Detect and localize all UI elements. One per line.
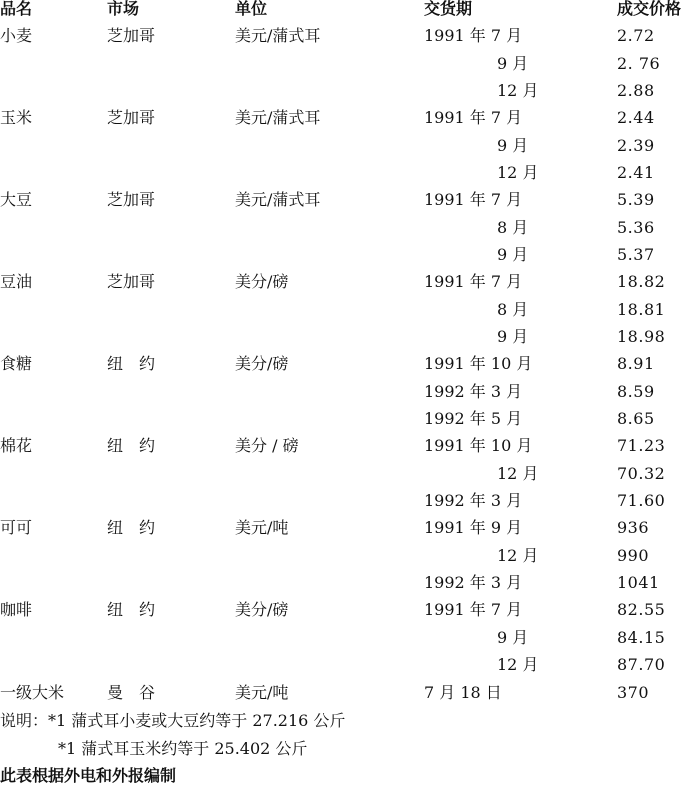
row-name: 玉米 <box>0 108 33 127</box>
row-price: 1041 <box>617 573 660 592</box>
header-price: 成交价格 <box>617 0 682 18</box>
row-unit: 美元/蒲式耳 <box>235 190 321 209</box>
note-line-2: *1 蒲式耳玉米约等于 25.402 公斤 <box>58 739 308 758</box>
row-price: 71.60 <box>617 491 666 510</box>
row-unit: 美元/吨 <box>235 683 289 702</box>
row-date: 7 月 18 日 <box>424 683 502 702</box>
row-name: 棉花 <box>0 436 33 455</box>
row-date: 9 月 <box>497 245 529 264</box>
row-price: 18.98 <box>617 327 666 346</box>
row-date: 1992 年 5 月 <box>424 409 523 428</box>
row-name: 大豆 <box>0 190 33 209</box>
row-date: 12 月 <box>497 163 539 182</box>
row-price: 5.37 <box>617 245 655 264</box>
row-market: 芝加哥 <box>107 26 156 45</box>
row-date: 1991 年 9 月 <box>424 518 523 537</box>
row-unit: 美元/蒲式耳 <box>235 26 321 45</box>
row-price: 71.23 <box>617 436 666 455</box>
row-date: 12 月 <box>497 546 539 565</box>
header-market: 市场 <box>107 0 140 18</box>
row-date: 8 月 <box>497 218 529 237</box>
row-date: 1991 年 7 月 <box>424 190 523 209</box>
row-unit: 美分/磅 <box>235 600 289 619</box>
row-market: 芝加哥 <box>107 190 156 209</box>
row-date: 12 月 <box>497 464 539 483</box>
row-date: 1991 年 10 月 <box>424 354 533 373</box>
header-date: 交货期 <box>424 0 473 18</box>
row-date: 8 月 <box>497 300 529 319</box>
row-price: 2. 76 <box>617 54 661 73</box>
row-unit: 美分/磅 <box>235 272 289 291</box>
row-name: 咖啡 <box>0 600 33 619</box>
row-price: 2.41 <box>617 163 655 182</box>
row-date: 9 月 <box>497 327 529 346</box>
row-date: 1991 年 7 月 <box>424 26 523 45</box>
row-market: 曼 谷 <box>107 683 156 702</box>
note-line-1: 说明：*1 蒲式耳小麦或大豆约等于 27.216 公斤 <box>0 711 346 730</box>
row-date: 9 月 <box>497 628 529 647</box>
row-unit: 美分 / 磅 <box>235 436 299 455</box>
row-date: 1991 年 10 月 <box>424 436 533 455</box>
row-date: 1992 年 3 月 <box>424 573 523 592</box>
row-date: 1991 年 7 月 <box>424 108 523 127</box>
row-market: 纽 约 <box>107 518 156 537</box>
row-price: 70.32 <box>617 464 666 483</box>
row-name: 可可 <box>0 518 33 537</box>
note-line-3: 此表根据外电和外报编制 <box>0 766 177 785</box>
row-date: 9 月 <box>497 136 529 155</box>
row-price: 8.65 <box>617 409 655 428</box>
row-date: 1991 年 7 月 <box>424 600 523 619</box>
row-price: 5.39 <box>617 190 655 209</box>
row-price: 8.59 <box>617 382 655 401</box>
row-date: 12 月 <box>497 655 539 674</box>
row-date: 1992 年 3 月 <box>424 491 523 510</box>
row-name: 豆油 <box>0 272 33 291</box>
row-date: 12 月 <box>497 81 539 100</box>
row-price: 990 <box>617 546 650 565</box>
header-unit: 单位 <box>235 0 268 18</box>
row-price: 2.44 <box>617 108 655 127</box>
row-unit: 美元/吨 <box>235 518 289 537</box>
row-price: 936 <box>617 518 650 537</box>
row-price: 370 <box>617 683 650 702</box>
row-market: 纽 约 <box>107 436 156 455</box>
row-price: 87.70 <box>617 655 666 674</box>
row-price: 84.15 <box>617 628 666 647</box>
row-price: 2.39 <box>617 136 655 155</box>
row-price: 2.88 <box>617 81 655 100</box>
row-price: 82.55 <box>617 600 666 619</box>
row-date: 1991 年 7 月 <box>424 272 523 291</box>
row-unit: 美分/磅 <box>235 354 289 373</box>
row-price: 18.82 <box>617 272 666 291</box>
row-unit: 美元/蒲式耳 <box>235 108 321 127</box>
row-market: 纽 约 <box>107 600 156 619</box>
header-name: 品名 <box>0 0 33 18</box>
row-price: 2.72 <box>617 26 655 45</box>
row-price: 8.91 <box>617 354 655 373</box>
row-date: 9 月 <box>497 54 529 73</box>
row-date: 1992 年 3 月 <box>424 382 523 401</box>
row-market: 芝加哥 <box>107 272 156 291</box>
row-name: 一级大米 <box>0 683 65 702</box>
row-name: 小麦 <box>0 26 33 45</box>
row-market: 纽 约 <box>107 354 156 373</box>
row-market: 芝加哥 <box>107 108 156 127</box>
row-price: 5.36 <box>617 218 655 237</box>
row-price: 18.81 <box>617 300 666 319</box>
row-name: 食糖 <box>0 354 33 373</box>
